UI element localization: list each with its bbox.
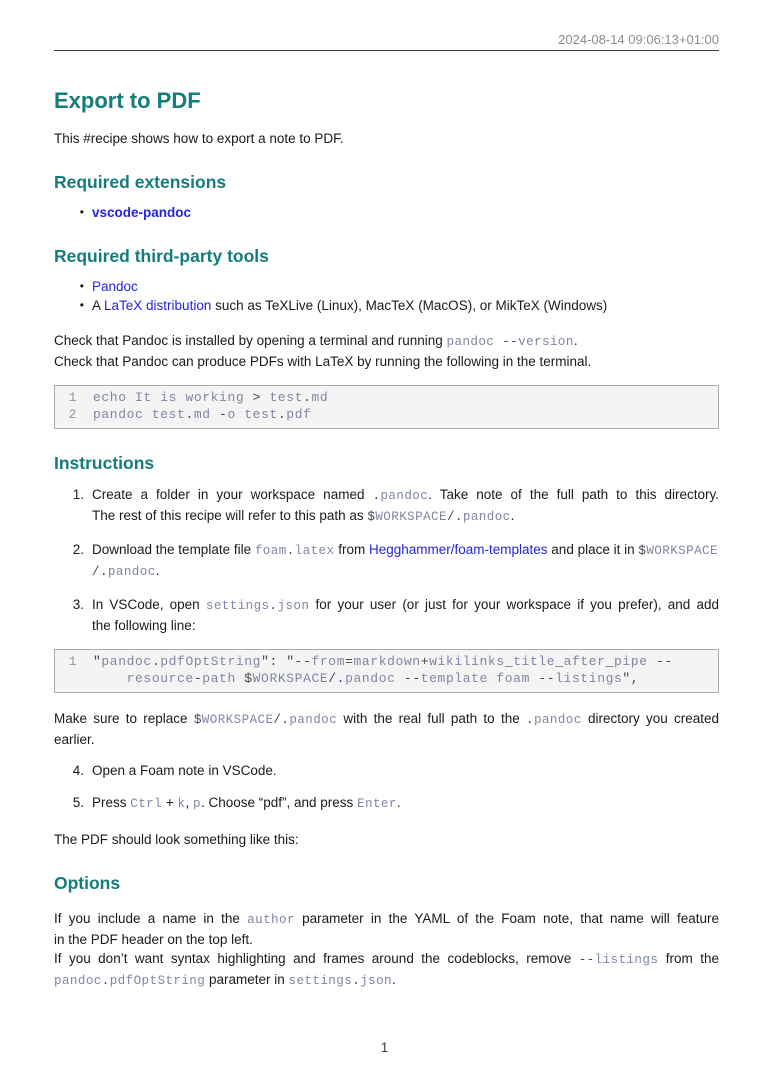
code-word: foam xyxy=(496,670,530,686)
code-symbol: -- xyxy=(494,335,519,349)
code-word: pandoc xyxy=(289,713,338,727)
text-run: in the PDF header on the top left. xyxy=(54,932,253,947)
text-run: In VSCode, open xyxy=(92,597,206,612)
code-word: md xyxy=(311,390,329,405)
text-run: This #recipe shows how to export a note to PDF. xyxy=(54,131,344,146)
text-run: The rest of this recipe will refer to this path as xyxy=(92,508,368,523)
code-word: pdf xyxy=(286,406,312,422)
text-run: from xyxy=(334,542,369,557)
code-symbol: . xyxy=(269,599,278,613)
code-word: json xyxy=(360,974,392,988)
text-run: . xyxy=(510,508,515,523)
inline-code xyxy=(526,713,582,727)
code-word: WORKSPACE xyxy=(252,670,329,686)
paragraph-line xyxy=(92,485,719,506)
text-run: the following line: xyxy=(92,618,196,633)
code-word: pandoc xyxy=(345,670,396,686)
code-word: md xyxy=(193,406,211,422)
text-run: such as TeXLive (Linux), MacTeX (MacOS), or MikTeX (Windows) xyxy=(211,298,608,313)
list-marker: 4. xyxy=(72,763,84,778)
text-run: Create a folder in your workspace named xyxy=(92,487,373,502)
code-line xyxy=(55,654,718,671)
list-item-body xyxy=(92,485,719,527)
code-symbol xyxy=(93,671,127,686)
document-title: Export to PDF xyxy=(54,88,201,113)
code-symbol: = xyxy=(345,654,354,669)
paragraph-line xyxy=(54,730,719,749)
paragraph-line xyxy=(92,561,719,582)
code-line-number: 1 xyxy=(68,390,77,405)
code-word: WORKSPACE xyxy=(375,510,447,524)
text-run: Open a Foam note in VSCode. xyxy=(92,763,277,778)
list-marker: 5. xyxy=(72,795,84,810)
paragraph-line xyxy=(92,506,719,527)
code-symbol: -- xyxy=(529,670,556,686)
code-symbol xyxy=(152,390,160,405)
paragraph xyxy=(54,129,719,148)
code-line xyxy=(55,407,718,424)
inline-code xyxy=(357,797,397,811)
text-run: directory you created xyxy=(581,711,720,726)
list-marker: • xyxy=(79,298,84,312)
code-word: WORKSPACE xyxy=(646,544,718,558)
paragraph-line xyxy=(92,296,719,315)
list-item-body xyxy=(92,793,719,814)
code-word: wikilinks xyxy=(429,654,505,669)
code-line-text xyxy=(93,654,673,671)
code-word: k xyxy=(177,797,186,811)
code-symbol: . xyxy=(352,974,361,988)
list-marker: 3. xyxy=(72,597,84,612)
code-symbol xyxy=(143,407,151,422)
code-word: version xyxy=(518,335,574,349)
list-item xyxy=(54,203,719,222)
code-symbol: " xyxy=(93,654,102,669)
code-word: pandoc xyxy=(533,713,582,727)
code-symbol: . xyxy=(151,654,161,669)
code-word: is xyxy=(160,390,178,405)
list-item xyxy=(54,485,719,527)
code-word: from xyxy=(311,654,346,669)
bullet-list xyxy=(54,277,719,315)
text-run: parameter in the YAML of the Foam note, that name will feature xyxy=(294,911,720,926)
hyperlink[interactable]: LaTeX distribution xyxy=(104,298,212,313)
inline-code xyxy=(638,544,718,558)
code-line-number: 2 xyxy=(68,406,77,422)
code-word: It xyxy=(135,390,152,405)
section-heading: Instructions xyxy=(54,453,155,473)
code-symbol: /. xyxy=(273,713,290,727)
text-run: A xyxy=(92,298,105,313)
code-symbol: ": "-- xyxy=(261,654,312,669)
code-word: test xyxy=(151,406,186,422)
code-symbol: . xyxy=(101,974,110,988)
paragraph-line xyxy=(54,830,719,849)
inline-code xyxy=(372,489,428,503)
list-marker: 2. xyxy=(72,542,84,557)
code-symbol: . xyxy=(303,390,312,405)
code-word: echo xyxy=(93,390,127,405)
code-word: resource xyxy=(126,670,194,686)
inline-code xyxy=(193,797,201,811)
list-marker: • xyxy=(79,205,84,219)
code-word: pandoc xyxy=(93,406,144,422)
code-word: latex xyxy=(294,544,335,558)
paragraph-line xyxy=(92,540,719,561)
list-item-body xyxy=(92,540,719,582)
code-word: o xyxy=(227,406,236,422)
text-run: . xyxy=(396,795,401,810)
paragraph-line xyxy=(54,909,719,930)
paragraph-line xyxy=(92,277,719,296)
list-marker: 1. xyxy=(72,487,84,502)
inline-code xyxy=(579,953,659,967)
code-symbol: $ xyxy=(367,510,376,524)
list-item xyxy=(54,761,719,780)
code-word: title xyxy=(513,654,556,669)
document-body xyxy=(54,89,719,991)
list-item xyxy=(54,595,719,635)
code-symbol: -- xyxy=(578,953,595,967)
list-item xyxy=(54,540,719,582)
code-word: working xyxy=(185,390,245,405)
code-word: pipe xyxy=(614,654,648,669)
code-word: settings xyxy=(205,599,270,613)
paragraph xyxy=(54,830,719,849)
code-word: listings xyxy=(594,953,659,967)
paragraph-line xyxy=(92,616,719,635)
list-item-body xyxy=(92,296,719,315)
code-word: pandoc xyxy=(101,654,152,669)
text-run: . xyxy=(155,563,160,578)
list-item-body xyxy=(92,277,719,296)
inline-code xyxy=(247,913,295,927)
inline-code xyxy=(92,565,156,579)
text-run: and place it in xyxy=(547,542,639,557)
code-symbol: $ xyxy=(235,670,253,686)
code-symbol: . xyxy=(185,406,194,422)
bullet-list xyxy=(54,203,719,222)
code-symbol: $ xyxy=(193,713,202,727)
text-run: . xyxy=(392,972,396,987)
code-word: pandoc xyxy=(107,565,156,579)
inline-code xyxy=(367,510,510,524)
paragraph-line xyxy=(54,949,719,970)
code-symbol: -- xyxy=(647,654,673,669)
text-run: Make sure to replace xyxy=(54,711,194,726)
inline-code xyxy=(255,544,335,558)
hyperlink[interactable]: Pandoc xyxy=(92,279,138,294)
code-symbol: - xyxy=(193,670,203,686)
code-word: listings xyxy=(555,670,623,686)
code-symbol: _ xyxy=(605,654,614,669)
code-line xyxy=(55,671,718,688)
code-word: markdown xyxy=(353,654,421,669)
numbered-list xyxy=(54,485,719,635)
text-run: If you include a name in the xyxy=(54,911,248,926)
code-symbol: /. xyxy=(92,565,108,579)
code-symbol: . xyxy=(525,713,534,727)
code-symbol: /. xyxy=(328,670,346,686)
code-line-text xyxy=(93,407,312,424)
numbered-list xyxy=(54,761,719,814)
inline-code xyxy=(447,335,574,349)
code-line xyxy=(55,390,718,407)
list-item-body xyxy=(92,203,719,222)
code-word: pdfOptString xyxy=(109,974,206,988)
paragraph-line xyxy=(92,595,719,616)
code-word: template xyxy=(420,670,488,686)
paragraph-line xyxy=(54,970,719,991)
paragraph-line xyxy=(92,761,719,780)
text-run: for your user (or just for your workspace if you prefer), and add xyxy=(309,597,720,612)
code-symbol: -- xyxy=(395,670,421,686)
code-word: WORKSPACE xyxy=(201,713,274,727)
inline-code xyxy=(54,974,205,988)
paragraph-line xyxy=(54,331,719,352)
text-run: Press xyxy=(92,795,131,810)
paragraph xyxy=(54,909,719,991)
code-word: foam xyxy=(254,544,287,558)
code-word: Ctrl xyxy=(130,797,163,811)
paragraph-line xyxy=(54,129,719,148)
inline-code xyxy=(289,974,392,988)
paragraph-line xyxy=(92,203,719,222)
code-symbol xyxy=(127,390,135,405)
code-word: test xyxy=(244,406,278,422)
code-line-text xyxy=(93,671,639,688)
paragraph-line xyxy=(54,709,719,730)
text-run: , xyxy=(185,795,193,810)
code-word: Enter xyxy=(357,797,397,811)
code-symbol: _ xyxy=(555,654,564,669)
paragraph xyxy=(54,331,719,371)
section-heading: Required extensions xyxy=(54,172,227,192)
page-number: 1 xyxy=(380,1040,389,1055)
list-item xyxy=(54,296,719,315)
code-symbol: - xyxy=(210,406,228,422)
code-word: p xyxy=(192,797,201,811)
hyperlink[interactable]: vscode-pandoc xyxy=(92,205,192,220)
text-run: . Take note of the full path to this directory. xyxy=(428,487,719,502)
code-line-number: 1 xyxy=(68,654,77,669)
code-symbol: $ xyxy=(638,544,647,558)
list-item xyxy=(54,277,719,296)
code-word: pandoc xyxy=(446,335,495,349)
code-block xyxy=(54,649,719,693)
text-run: + xyxy=(162,795,178,810)
text-run: from the xyxy=(658,951,719,966)
code-word: pandoc xyxy=(380,489,429,503)
code-symbol: . xyxy=(277,406,287,422)
list-marker: • xyxy=(79,279,84,293)
inline-code xyxy=(130,797,162,811)
text-run: . xyxy=(573,333,578,348)
text-run: Download the template file xyxy=(92,542,255,557)
list-item-body xyxy=(92,761,719,780)
code-word: json xyxy=(277,599,310,613)
section-heading: Options xyxy=(54,873,121,893)
paragraph-line xyxy=(92,793,719,814)
code-line-number xyxy=(55,671,77,688)
text-run: parameter in xyxy=(205,972,289,987)
list-item-body xyxy=(92,595,719,635)
paragraph-line xyxy=(54,930,719,949)
code-word: path xyxy=(202,670,236,686)
text-run: . Choose “pdf”, and press xyxy=(200,795,358,810)
page xyxy=(54,33,719,991)
code-symbol: _ xyxy=(504,654,514,669)
header-rule xyxy=(54,50,719,51)
text-run: with the real full path to the xyxy=(337,711,526,726)
paragraph-line xyxy=(54,352,719,371)
code-word: pandoc xyxy=(54,974,102,988)
list-item xyxy=(54,793,719,814)
code-symbol: ", xyxy=(622,670,640,686)
code-block xyxy=(54,385,719,429)
code-word: after xyxy=(563,654,606,669)
hyperlink[interactable]: Hegghammer/foam-templates xyxy=(368,542,548,557)
text-run: If you don’t want syntax highlighting and frames around the codeblocks, remove xyxy=(54,951,579,966)
code-word: pdfOptString xyxy=(160,654,262,669)
code-word: settings xyxy=(288,974,353,988)
code-symbol: /. xyxy=(446,510,463,524)
text-run: Check that Pandoc can produce PDFs with LaTeX by running the following in the terminal. xyxy=(54,354,592,369)
code-line-text xyxy=(93,390,328,407)
text-run: Check that Pandoc is installed by opening a terminal and running xyxy=(54,333,447,348)
inline-code xyxy=(194,713,337,727)
text-run: earlier. xyxy=(54,732,95,747)
section-heading: Required third-party tools xyxy=(54,246,269,266)
code-symbol: . xyxy=(286,544,295,558)
code-symbol: . xyxy=(372,489,381,503)
code-word: test xyxy=(269,390,304,405)
code-symbol: > xyxy=(244,390,270,405)
paragraph xyxy=(54,709,719,749)
code-word: author xyxy=(247,913,295,927)
code-symbol: + xyxy=(420,654,430,669)
header-date: 2024-08-14 09:06:13+01:00 xyxy=(558,32,719,47)
inline-code xyxy=(206,599,309,613)
code-word: pandoc xyxy=(462,510,511,524)
text-run: The PDF should look something like this: xyxy=(54,832,299,847)
